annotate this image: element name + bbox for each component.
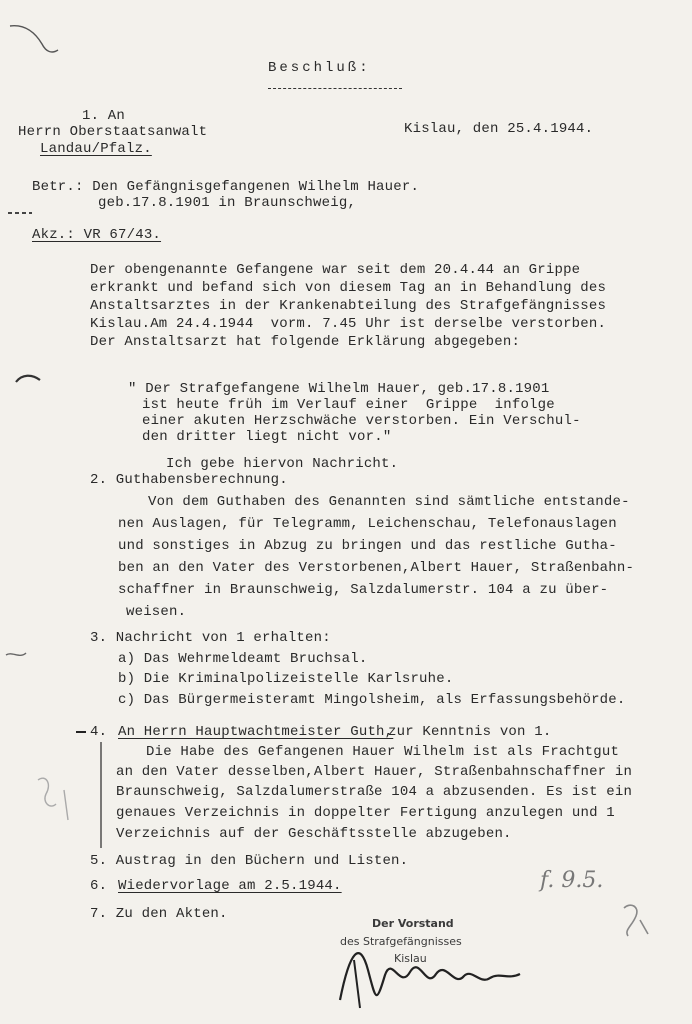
stamp-line-1: Der Vorstand (372, 917, 454, 930)
section-2-line: ben an den Vater des Verstorbenen,Albert Hauer, Straßenbahn- (118, 560, 635, 576)
recipient-name: Herrn Oberstaatsanwalt (18, 124, 208, 140)
section-2-line: nen Auslagen, für Telegramm, Leichenschau, Telefonauslagen (118, 516, 617, 532)
recipient-number: 1. An (82, 108, 126, 124)
section-3-item: a) Das Wehrmeldeamt Bruchsal. (118, 651, 368, 667)
section-4-heading-rest: zur Kenntnis von 1. (388, 724, 552, 740)
binder-hole-mark (6, 20, 66, 60)
body-line: Anstaltsarztes in der Krankenabteilung des Strafgefängnisses (90, 298, 607, 314)
section-3-item: c) Das Bürgermeisteramt Mingolsheim, als Erfassungsbehörde. (118, 692, 626, 708)
item-6-number: 6. (90, 878, 108, 894)
section-2-line: weisen. (126, 604, 187, 620)
quote-line: " Der Strafgefangene Wilhelm Hauer, geb.17.8.1901 (128, 381, 550, 397)
section-2-line: und sonstiges in Abzug zu bringen und das restliche Gutha- (118, 538, 617, 554)
section-2-line: schaffner in Braunschweig, Salzdalumerstr. 104 a zu über- (118, 582, 609, 598)
handwritten-note: f. 9.5. (540, 868, 604, 893)
section-2-line: Von dem Guthaben des Genannten sind sämtliche entstande- (148, 494, 630, 510)
section-3-item: b) Die Kriminalpolizeistelle Karlsruhe. (118, 671, 454, 687)
recipient-place: Landau/Pfalz. (40, 141, 152, 157)
quote-line: ist heute früh im Verlauf einer Grippe infolge (142, 397, 555, 413)
margin-vertical-line (96, 740, 106, 850)
document-title: Beschluß: (268, 60, 371, 76)
title-underline (268, 88, 402, 89)
file-reference: Akz.: VR 67/43. (32, 227, 162, 243)
section-4-margin-tick (74, 724, 88, 740)
quote-line: den dritter liegt nicht vor." (142, 429, 392, 445)
body-line: Kislau.Am 24.4.1944 vorm. 7.45 Uhr ist derselbe verstorben. (90, 316, 607, 332)
place-date: Kislau, den 25.4.1944. (404, 121, 594, 137)
section-4-line: Die Habe des Gefangenen Hauer Wilhelm ist als Frachtgut (146, 744, 620, 760)
stamp-line-3: Kislau (394, 952, 427, 965)
body-line: Der obengenannte Gefangene war seit dem 20.4.44 an Grippe (90, 262, 581, 278)
signature (330, 930, 530, 1010)
section-4-line: genaues Verzeichnis in doppelter Fertigung anzulegen und 1 (116, 805, 615, 821)
item-5: 5. Austrag in den Büchern und Listen. (90, 853, 409, 869)
section-4-recipient: An Herrn Hauptwachtmeister Guth, (118, 724, 394, 740)
body-line: Der Anstaltsarzt hat folgende Erklärung abgegeben: (90, 334, 521, 350)
section-3-heading: 3. Nachricht von 1 erhalten: (90, 630, 331, 646)
body-line: erkrankt und befand sich von diesem Tag an in Behandlung des (90, 280, 607, 296)
section-4-line: an den Vater desselben,Albert Hauer, Straßenbahnschaffner in (116, 764, 633, 780)
notice-line: Ich gebe hiervon Nachricht. (166, 456, 399, 472)
pencil-margin-note (30, 770, 80, 830)
subject-line-2: geb.17.8.1901 in Braunschweig, (98, 195, 357, 211)
item-7: 7. Zu den Akten. (90, 906, 228, 922)
margin-mark (14, 370, 44, 390)
subject-line-1: Betr.: Den Gefängnisgefangenen Wilhelm Hauer. (32, 179, 420, 195)
margin-mark (2, 645, 32, 665)
section-4-line: Braunschweig, Salzdalumerstraße 104 a abzusenden. Es ist ein (116, 784, 633, 800)
section-2-heading: 2. Guthabensberechnung. (90, 472, 288, 488)
pencil-scribble (618, 900, 658, 940)
quote-line: einer akuten Herzschwäche verstorben. Ein Verschul- (142, 413, 581, 429)
margin-mark (6, 205, 36, 221)
stamp-line-2: des Strafgefängnisses (340, 935, 462, 948)
section-4-number: 4. (90, 724, 108, 740)
item-6-resubmission: Wiedervorlage am 2.5.1944. (118, 878, 342, 894)
section-4-line: Verzeichnis auf der Geschäftsstelle abzugeben. (116, 826, 512, 842)
